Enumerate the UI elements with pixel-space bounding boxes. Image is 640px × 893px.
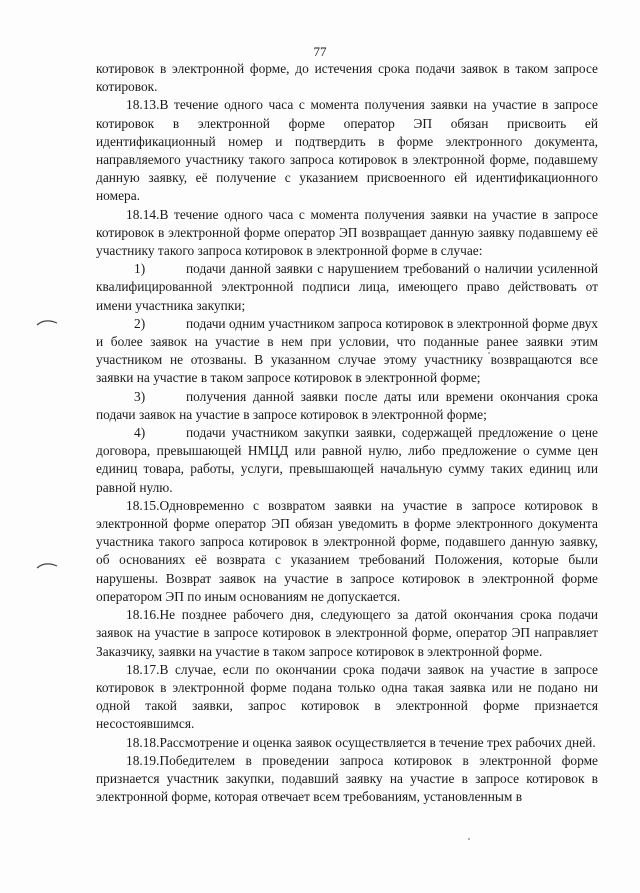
list-item xyxy=(96,315,598,388)
list-item-text: подачи данной заявки с нарушением требований о наличии усиленной квалифицированной электронной подписи лица, имеющего право действовать от имени участника закупки; xyxy=(96,261,598,313)
list-item-text: подачи участником закупки заявки, содержащей предложение о цене договора, превышающей НМЦД или равной нулю, либо предложение о сумме цен единиц товара, работы, услуги, превышающей начальную сумму таких единиц или равной нулю. xyxy=(96,425,598,495)
list-item xyxy=(96,424,598,497)
list-item-number: 4) xyxy=(134,425,146,441)
list-item-text: подачи одним участником запроса котировок в электронной форме двух и более заявок на участие в нем при условии, что поданные ранее заявки этим участником не отозваны. В указанном случае этому участнику возвращаются все заявки на участие в таком запросе котировок в электронной форме; xyxy=(96,315,598,386)
paragraph-18-18: 18.18.Рассмотрение и оценка заявок осуществляется в течение трех рабочих дней. xyxy=(126,734,596,750)
list-item-number: 3) xyxy=(134,388,146,404)
page-number: 77 xyxy=(313,44,327,59)
list-item xyxy=(96,388,598,424)
paragraph-18-17: 18.17.В случае, если по окончании срока подачи заявок на участие в запросе котировок в электронной форме подана только одна такая заявка или не подано ни одной такой заявки, запрос котировок в электронной форме признается несостоявшимся. xyxy=(96,661,598,732)
list-item-number: 2) xyxy=(134,315,146,331)
paragraph-18-15: 18.15.Одновременно с возвратом заявки на участие в запросе котировок в электронной форме оператор ЭП обязан уведомить в форме электронного документа участника такого запроса котировок в электронной форме, подавшего данную заявку, об основаниях её возврата с указанием требований Положения, которые были нарушены. Возврат заявок на участие в запросе котировок в электронной форме оператором ЭП по иным основаниям не допускается. xyxy=(96,497,598,604)
paragraph-18-16: 18.16.Не позднее рабочего дня, следующего за датой окончания срока подачи заявок на участие в запросе котировок в электронной форме, оператор ЭП направляет Заказчику, заявки на участие в таком запросе котировок в электронной форме. xyxy=(96,607,598,659)
scan-speck xyxy=(468,838,470,840)
paragraph-18-19: 18.19.Победителем в проведении запроса котировок в электронной форме признается участник закупки, подавший заявку на участие в запросе котировок в электронной форме, которая отвечает всем требованиям, установленным в xyxy=(96,752,598,805)
margin-mark-icon xyxy=(36,318,58,326)
document-body xyxy=(96,60,598,806)
margin-mark-icon xyxy=(36,561,58,569)
list-item-number: 1) xyxy=(134,261,146,277)
list-item-text: получения данной заявки после даты или времени окончания срока подачи заявок на участие в запросе котировок в электронной форме; xyxy=(96,388,598,422)
list-item xyxy=(96,260,598,315)
paragraph-continuation: котировок в электронной форме, до истечения срока подачи заявок в таком запросе котировок. xyxy=(96,61,598,95)
paragraph-18-13: 18.13.В течение одного часа с момента получения заявки на участие в запросе котировок в электронной форме оператор ЭП обязан присвоить ей идентификационный номер и подтвердить в форме электронного документа, направляемого участнику такого запроса котировок в электронной форме, подавшему данную заявку, её получение с указанием присвоенного ей идентификационного номера. xyxy=(96,97,598,204)
paragraph-18-14: 18.14.В течение одного часа с момента получения заявки на участие в запросе котировок в электронной форме оператор ЭП возвращает данную заявку подавшему её участнику такого запроса котировок в электронной форме в случае: xyxy=(96,206,598,259)
